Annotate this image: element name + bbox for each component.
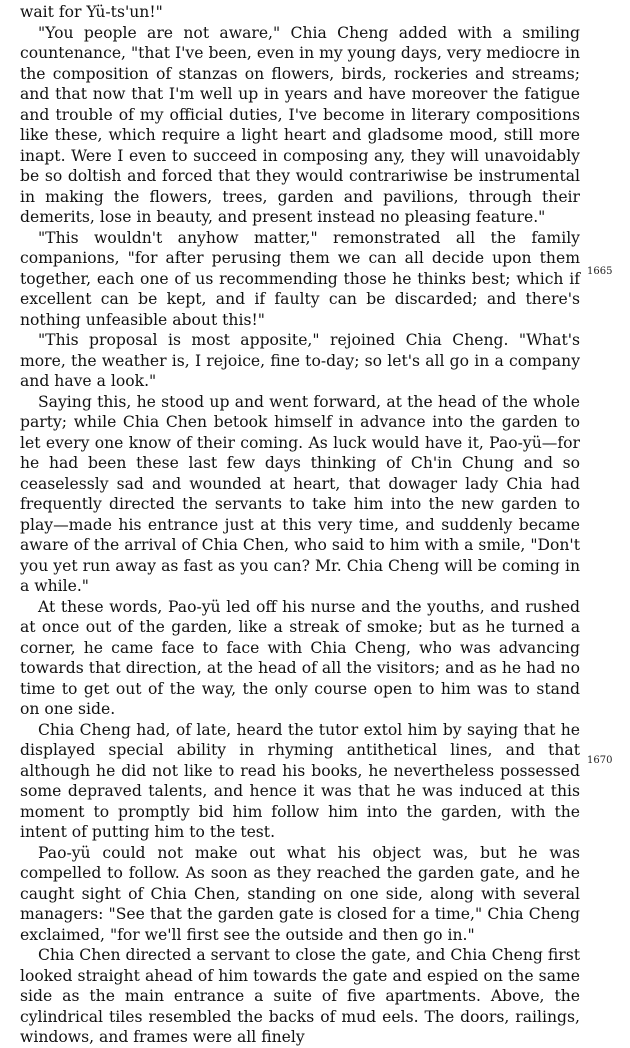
paragraph-6: At these words, Pao-yü led off his nurse and the youths, and rushed at once out of the garden, like a streak of smoke; but as he turned a corner, he came face to face with Chia Cheng, who was advancing towards that direction, at the head of all the visitors; and as he had no time to get out of the way, the only course open to him was to stand on one side. [20, 597, 580, 718]
paragraph-4: "This proposal is most apposite," rejoined Chia Cheng. "What's more, the weather is, I rejoice, fine to-day; so let's all go in a company and have a look." [20, 331, 580, 390]
paragraph-7: Chia Cheng had, of late, heard the tutor extol him by saying that he displayed special ability in rhyming antithetical lines, and that although he did not like to read his books, he nevertheless possessed some depraved talents, and hence it was that he was induced at this moment to promptly bid him follow him into the garden, with the intent of putting him to the test. [20, 720, 580, 841]
paragraph-1: wait for Yü-ts'un!" [20, 3, 163, 21]
paragraph-2: "You people are not aware," Chia Cheng added with a smiling countenance, "that I've been, even in my young days, very mediocre in the composition of stanzas on flowers, birds, rockeries and streams; and that now that I'm well up in years and have moreover the fatigue and trouble of my official duties, I've become in literary compositions like these, which require a light heart and gladsome mood, still more inapt. Were I even to succeed in composing any, they will unavoidably be so doltish and forced that they would contrariwise be instrumental in making the flowers, trees, garden and pavilions, through their demerits, lose in beauty, and present instead no pleasing feature." [20, 23, 580, 226]
paragraph-9: Chia Chen directed a servant to close the gate, and Chia Cheng first looked straight ahead of him towards the gate and espied on the same side as the main entrance a suite of five apartments. Above, the cylindrical tiles resembled the backs of mud eels. The doors, railings, windows, and frames were all finely [20, 946, 580, 1046]
paragraph-8: Pao-yü could not make out what his object was, but he was compelled to follow. As soon as they reached the garden gate, and he caught sight of Chia Chen, standing on one side, along with several managers: "See that the garden gate is closed for a time," Chia Cheng exclaimed, "for we'll first see the outside and then go in." [20, 843, 580, 944]
paragraph-3: "This wouldn't anyhow matter," remonstrated all the family companions, "for after perusing them we can all decide upon them together, each one of us recommending those he thinks best; which if excellent can be kept, and if faulty can be discarded; and there's nothing unfeasible about this!" [20, 228, 580, 329]
body-text [20, 2, 580, 1048]
paragraph-5: Saying this, he stood up and went forward, at the head of the whole party; while Chia Chen betook himself in advance into the garden to let every one know of their coming. As luck would have it, Pao-yü—for he had been these last few days thinking of Ch'in Chung and so ceaselessly sad and wounded at heart, that dowager lady Chia had frequently directed the servants to take him into the new garden to play—made his entrance just at this very time, and suddenly became aware of the arrival of Chia Chen, who said to him with a smile, "Don't you yet run away as fast as you can? Mr. Chia Cheng will be coming in a while." [20, 392, 580, 595]
line-number-1670: 1670 [587, 755, 613, 766]
line-number-1665: 1665 [587, 266, 613, 277]
